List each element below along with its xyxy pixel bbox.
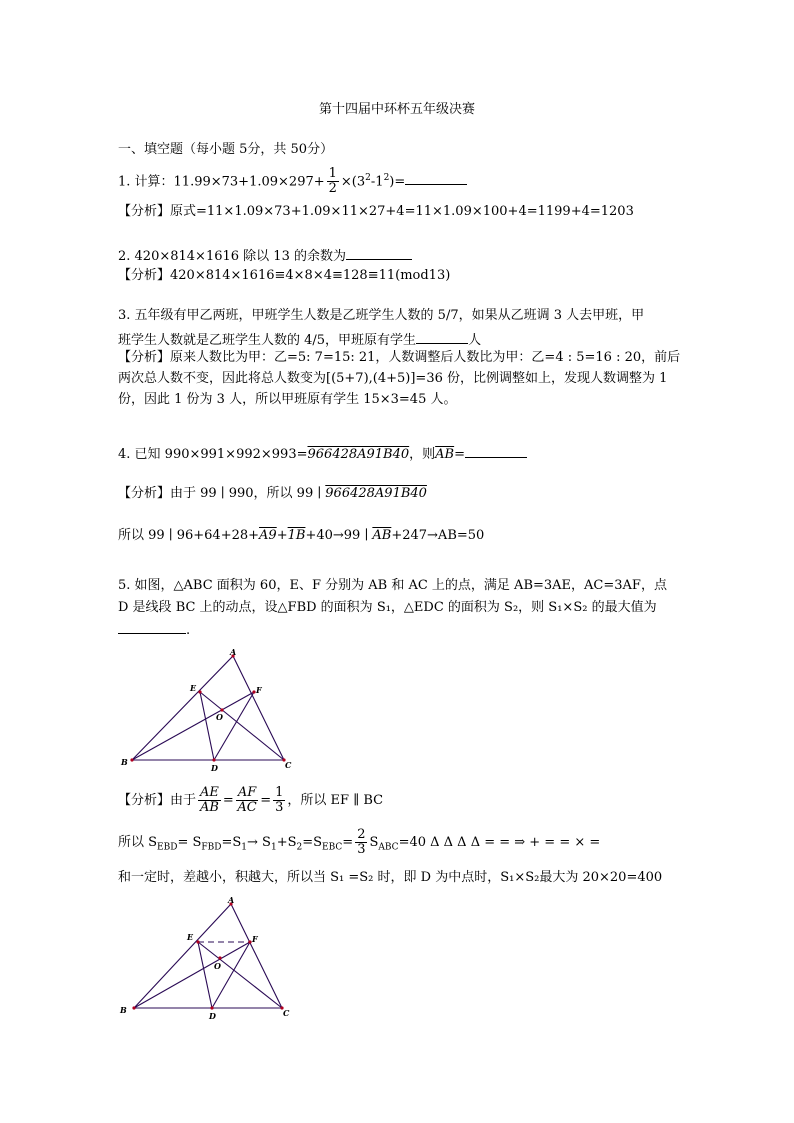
label-b: B	[121, 757, 128, 767]
label-e: E	[187, 932, 194, 942]
analysis-3-line-3: 份，因此 1 份为 3 人，所以甲班原有学生 15×3=45 人。	[118, 392, 457, 407]
triangle-abc	[132, 656, 284, 760]
answer-blank	[465, 444, 527, 458]
segment-fd	[214, 692, 254, 760]
label-d: D	[211, 763, 218, 772]
segment-bf	[132, 692, 254, 760]
label-b: B	[120, 1005, 127, 1015]
label-f: F	[252, 934, 258, 944]
question-3-line-2: 班学生人数就是乙班学生人数的 4/5，甲班原有学生 人	[118, 330, 481, 349]
analysis-5-line-1: 【分析】由于 $\frac{AE}{AB}$ = $\frac{AF}{AC}$ = $\frac{1}{3}$ ，所以 EF ∥ BC	[118, 785, 384, 815]
segment-fd	[212, 942, 250, 1008]
analysis-4-line-1: 【分析】由于 99 ∣ 990，所以 99 ∣ 966428A91B40	[118, 486, 427, 501]
analysis-5-line-3: 和一定时，差越小，积越大，所以当 S₁ =S₂ 时，即 D 为中点时，S₁×S₂最大为 20×20=400	[118, 870, 663, 885]
label-d: D	[209, 1011, 216, 1021]
question-2: 2. 420×814×1616 除以 13 的余数为	[118, 246, 412, 265]
question-5-line-1: 5. 如图，△ABC 面积为 60，E、F 分别为 AB 和 AC 上的点，满足 AB=3AE，AC=3AF，点	[118, 578, 667, 593]
fraction-half: $\frac{1}{2}$	[328, 166, 337, 197]
analysis-3-line-2: 两次总人数不变，因此将总人数变为[(5+7),(4+5)]=36 份，比例调整如上，发现人数调整为 1	[118, 371, 668, 386]
question-5-line-3: .	[118, 620, 190, 639]
label-c: C	[285, 760, 292, 770]
label-a: A	[228, 895, 235, 905]
segment-ce	[200, 692, 284, 760]
triangle-figure-1	[116, 648, 298, 772]
label-f: F	[256, 685, 262, 695]
page-title: 第十四届中环杯五年级决赛	[318, 102, 475, 117]
label-o: O	[214, 961, 221, 971]
analysis-1: 【分析】原式=11×1.09×73+1.09×11×27+4=11×1.09×100+4=1199+4=1203	[118, 204, 634, 219]
analysis-4-line-2: 所以 99 ∣ 96+64+28+A9+1B+40→99 ∣ $\overline{AB}+247\to AB=50$	[118, 528, 485, 543]
label-o: O	[216, 712, 223, 722]
answer-blank	[416, 330, 468, 344]
question-1: 1. 计算：11.99×73+1.09×297+ $\frac{1}{2}$ $\times(3^2-1^2)=$	[118, 166, 467, 196]
segment-bf	[134, 942, 250, 1008]
triangle-figure-2	[116, 894, 298, 1022]
answer-blank	[405, 171, 467, 185]
triangle-abc	[134, 904, 282, 1008]
analysis-5-line-2: 所以 $S_{EBD}= S_{FBD}=S_1\to S_1+S_2=S_{EBC}=$ $\frac{2}{3}$ $S_{ABC}=40$ Δ Δ Δ Δ = = ⇒ + = = × =	[118, 827, 601, 857]
label-c: C	[283, 1008, 290, 1018]
question-3-line-1: 3. 五年级有甲乙两班，甲班学生人数是乙班学生人数的 5/7，如果从乙班调 3 人去甲班，甲	[118, 308, 645, 323]
answer-blank	[118, 620, 186, 634]
label-a: A	[230, 648, 237, 657]
label-e: E	[190, 683, 197, 693]
question-5-line-2: D 是线段 BC 上的动点，设△FBD 的面积为 S₁，△EDC 的面积为 S₂，则 S₁×S₂ 的最大值为	[118, 600, 657, 615]
segment-ce	[198, 942, 282, 1008]
section-heading: 一、填空题（每小题 5分，共 50分）	[118, 142, 334, 157]
analysis-2: 【分析】420×814×1616≡4×8×4≡128≡11(mod13)	[118, 268, 451, 283]
analysis-3-line-1: 【分析】原来人数比为甲：乙=5: 7=15: 21，人数调整后人数比为甲：乙=4 : 5=16 : 20，前后	[118, 350, 681, 365]
question-4: 4. 已知 990×991×992×993=966428A91B40，则$\overline{AB}=$	[118, 444, 527, 463]
answer-blank	[346, 246, 412, 260]
